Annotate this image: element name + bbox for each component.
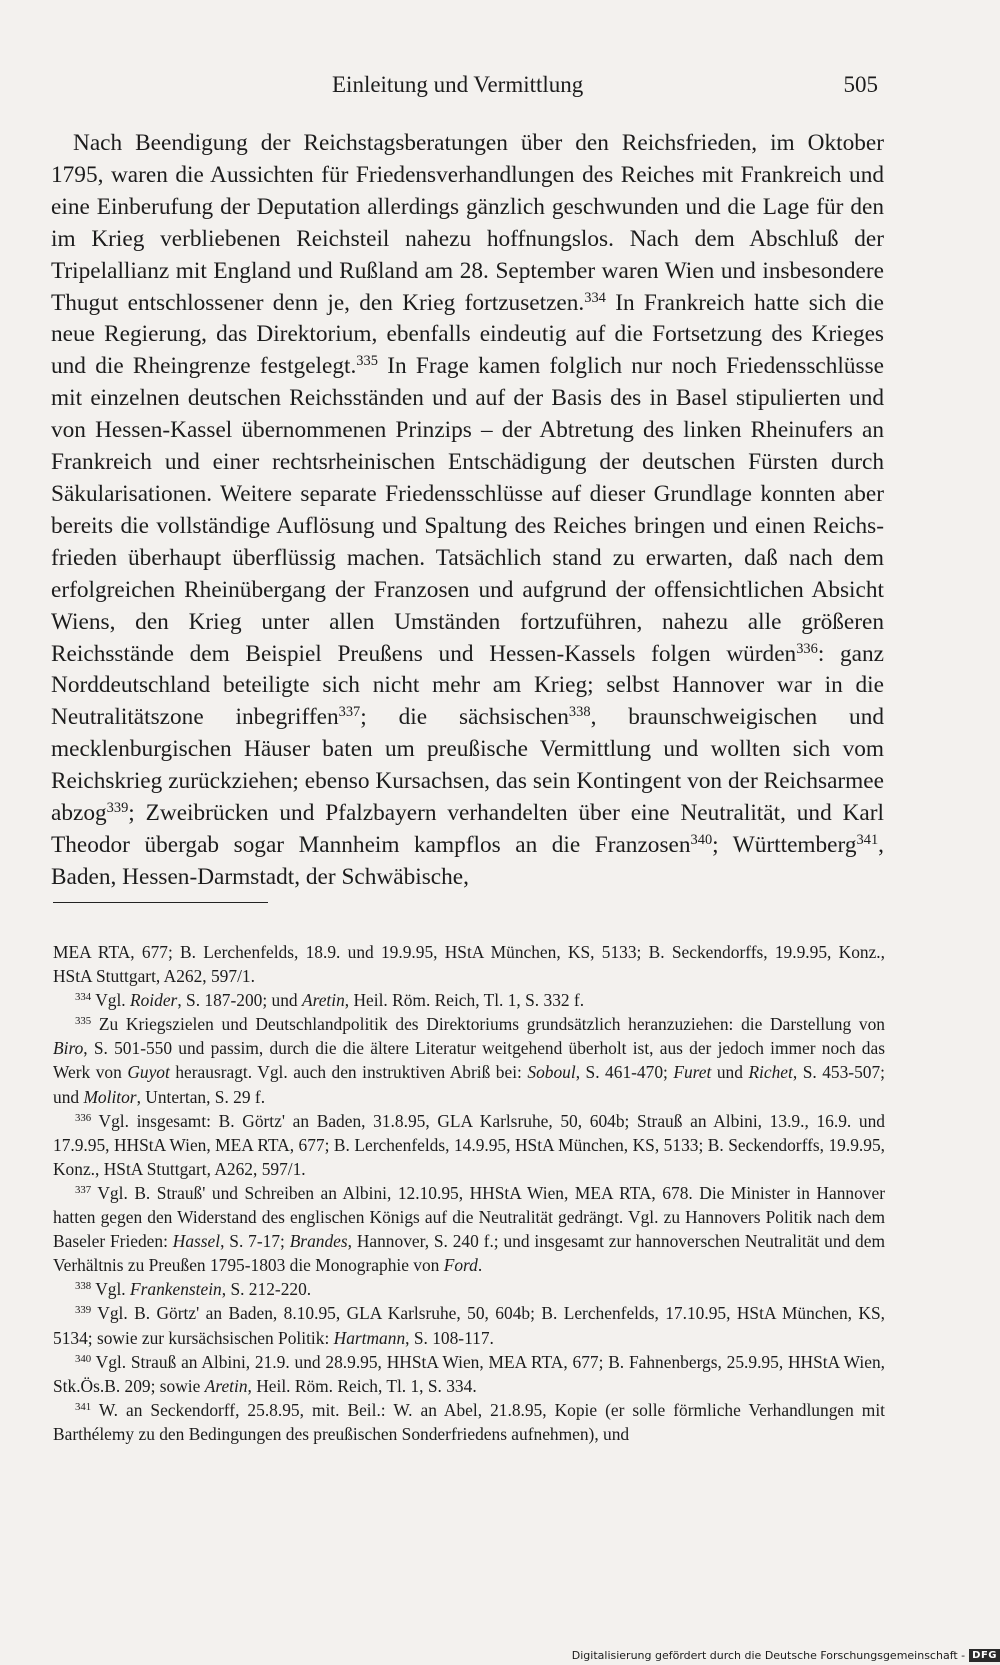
footnote-338: $^{338}$ Vgl. Frankenstein, S. 212-220. [75,1279,312,1300]
footnote-336: $^{336}$ Vgl. insgesamt: B. Görtz' an Baden, 31.8.95, GLA Karlsruhe, 50, 604b; Strauß an Albini, 13.9., 16.9. und 17.9.95, HHStA Wien, MEA RTA, 677; B. Lerchenfelds, 14.9.95, HStA München, KS, 5133; B. Seckendorffs, 19.9.95, Konz., HStA Stuttgart, A262, 597/1. [53,1110,885,1179]
page-number: 505 [843,72,878,97]
dfg-logo[interactable]: DFG [969,1649,1000,1662]
running-title: Einleitung und Vermittlung [332,72,584,97]
footnote-divider [53,902,268,903]
main-text [51,128,884,894]
footnote-ref-336[interactable]: 336 [796,640,818,657]
footnote-341: $^{341}$ W. an Seckendorff, 25.8.95, mit. Beil.: W. an Abel, 21.8.95, Kopie (er solle förmliche Verhandlungen mit Barthélemy zu den Bedingungen des preußischen Sonderfriedens aufnehmen), und [53,1399,885,1444]
footnote-ref-341[interactable]: 341 [856,832,879,848]
footnotes [53,940,885,1446]
footnote-334: $^{334}$ Vgl. Roider, S. 187-200; und Aretin, Heil. Röm. Reich, Tl. 1, S. 332 f. [75,990,585,1011]
footnote-ref-339[interactable]: 339 [106,800,129,817]
footnote-340: $^{340}$ Vgl. Strauß an Albini, 21.9. und 28.9.95, HHStA Wien, MEA RTA, 677; B. Fahnenbergs, 25.9.95, HHStA Wien, Stk.Ös.B. 209; sowie Aretin, Heil. Röm. Reich, Tl. 1, S. 334. [53,1351,885,1396]
footnote-continuation: MEA RTA, 677; B. Lerchenfelds, 18.9. und 19.9.95, HStA München, KS, 5133; B. Seckendorffs, 19.9.95, Konz., HStA Stuttgart, A262, 597/1. [53,942,885,987]
credit-text: Digitalisierung gefördert durch die Deutsche Forschungsgemeinschaft - [571,1648,966,1662]
footnote-337: $^{337}$ Vgl. B. Strauß' und Schreiben an Albini, 12.10.95, HHStA Wien, MEA RTA, 678. Die Minister in Hannover hatten gegen den Widerstand des englischen Königs auf die Neutralität gedrängt. Vgl. zu Hannovers Politik nach dem Baseler Frieden: Hassel, S. 7-17; Brandes, Hannover, S. 240 f.; und insgesamt zur hannoverschen Neutralität und dem Verhältnis zu Preußen 1795-1803 die Monographie von Ford. [53,1182,885,1276]
digitization-credit [568,1645,1000,1665]
footnote-ref-337[interactable]: 337 [338,704,361,721]
footnote-339: $^{339}$ Vgl. B. Görtz' an Baden, 8.10.95, GLA Karlsruhe, 50, 604b; B. Lerchenfelds, 17.10.95, HStA München, KS, 5134; sowie zur kursächsischen Politik: Hartmann, S. 108-117. [53,1303,885,1348]
footnote-ref-334[interactable]: 334 [584,289,606,306]
footnote-335: $^{335}$ Zu Kriegszielen und Deutschlandpolitik des Direktoriums grundsätzlich heranzuziehen: die Darstellung von Biro, S. 501-550 und passim, durch die die ältere Literatur weitgehend überholt ist, aus der jedoch immer noch das Werk von Guyot herausragt. Vgl. auch den instruktiven Abriß bei: Soboul, S. 461-470; Furet und Richet, S. 453-507; und Molitor, Untertan, S. 29 f. [53,1014,886,1107]
footnote-ref-340[interactable]: 340 [690,832,713,848]
page-header [70,72,878,106]
footnote-ref-338[interactable]: 338 [568,704,591,721]
body-paragraph: Nach Beendigung der Reichstagsberatungen über den Reichsfrieden, im Oktober 1795, waren die Aussichten für Friedensverhandlungen des Reiches mit Frankreich und eine Einberufung der Deputation allerdings gänzlich geschwunden und die Lage für den im Krieg verbliebenen Reichsteil nahezu hoffnungslos. Nach dem Abschluß der Tripelallianz mit England und Rußland am 28. September waren Wien und insbesondere Thugut entschlossener denn je, den Krieg fortzusetzen.$^{334}$ In Frankreich hatte sich die neue Regierung, das Direktorium, ebenfalls eindeutig auf die Fortsetzung des Krieges und die Rheingrenze festgelegt.$^{335}$ In Frage kamen folglich nur noch Friedensschlüsse mit einzelnen deutschen Reichsständen und auf der Basis des in Basel stipulierten und von Hessen-Kassel übernommenen Prinzips – der Abtretung des linken Rheinufers an Frankreich und einer rechtsrheinischen Entschädigung der deutschen Fürsten durch Säkularisationen. Weitere separate Friedensschlüsse auf dieser Grundlage konnten aber bereits die vollständige Auflösung und Spaltung des Reiches bringen und einen Reichsfrieden überhaupt überflüssig machen. Tatsächlich stand zu erwarten, daß nach dem erfolgreichen Rheinübergang der Franzosen und aufgrund der offensichtlichen Absicht Wiens, den Krieg unter allen Umständen fortzuführen, nahezu alle größeren Reichsstände dem Beispiel Preußens und Hessen-Kassels folgen würden$^{336}$: ganz Norddeutschland beteiligte sich nicht mehr am Krieg; selbst Hannover war in die Neutralitätszone inbegriffen$^{337}$; die sächsischen$^{338}$, braunschweigischen und mecklenburgischen Häuser baten um preußische Vermittlung und wollten sich vom Reichskrieg zurückziehen; ebenso Kursachsen, das sein Kontingent von der Reichsarmee abzog$^{339}$; Zweibrücken und Pfalzbayern verhandelten über eine Neutralität, und Karl Theodor übergab sogar Mannheim kampflos an die Franzosen$^{340}$; Württemberg$^{341}$, Baden, Hessen-Darmstadt, der Schwäbische, [51,130,884,890]
footnote-ref-335[interactable]: 335 [356,353,378,370]
